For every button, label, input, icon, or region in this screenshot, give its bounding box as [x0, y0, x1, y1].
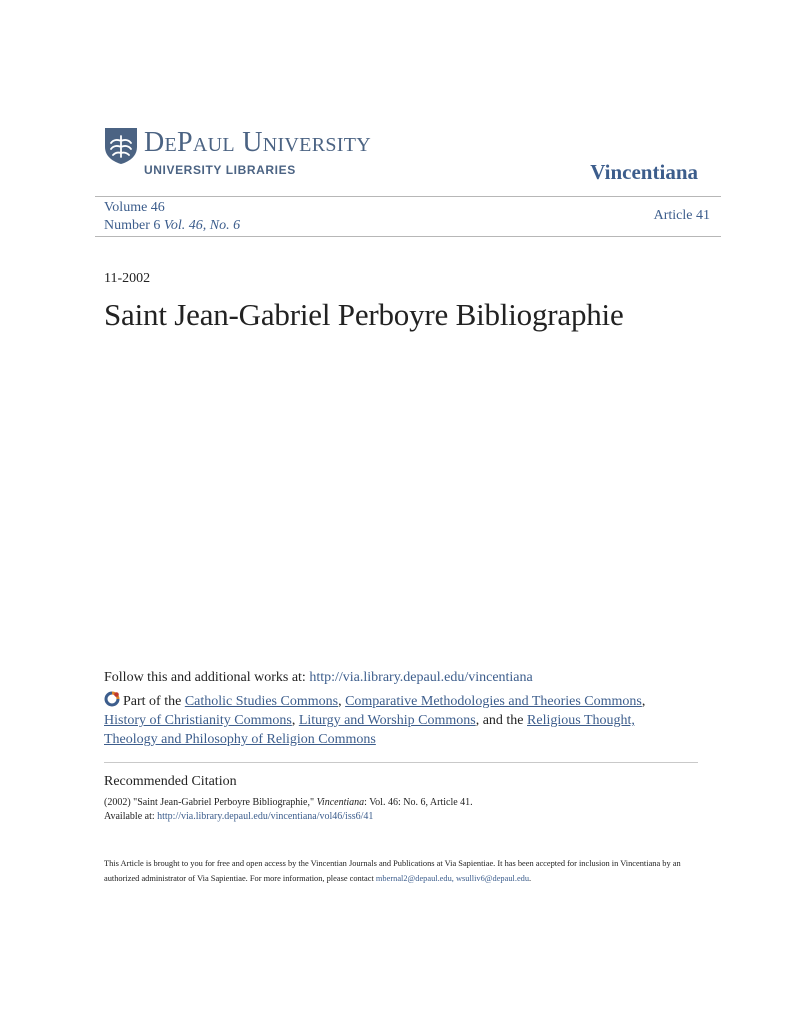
citation-divider	[104, 762, 698, 763]
comparative-methodologies-link[interactable]: Comparative Methodologies and Theories Commons	[345, 694, 642, 709]
citation-journal: Vincentiana	[316, 797, 365, 808]
header-divider-bottom	[95, 236, 721, 237]
logo-libraries-text: UNIVERSITY LIBRARIES	[144, 163, 296, 177]
header-divider-top	[95, 196, 721, 197]
separator: ,	[641, 694, 646, 709]
separator: ,	[338, 694, 346, 709]
available-url-link[interactable]: http://via.library.depaul.edu/vincentiana/vol46/iss6/41	[157, 811, 374, 822]
contact-emails-link[interactable]: mbernal2@depaul.edu, wsulliv6@depaul.edu	[375, 874, 530, 883]
notice-end: .	[529, 874, 532, 883]
citation-post: : Vol. 46: No. 6, Article 41.	[364, 797, 473, 808]
separator-and-the: , and the	[475, 713, 528, 728]
catholic-studies-commons-link[interactable]: Catholic Studies Commons	[184, 694, 339, 709]
logo-wordmark: DePaul University	[144, 127, 371, 158]
part-of-commons	[104, 691, 664, 749]
access-notice	[104, 856, 704, 886]
citation-line	[104, 796, 473, 810]
part-of-prefix: Part of the	[123, 694, 185, 709]
liturgy-and-worship-link[interactable]: Liturgy and Worship Commons	[298, 713, 476, 728]
follow-line	[104, 670, 533, 686]
issue-number[interactable]	[104, 217, 240, 235]
citation-block	[104, 796, 473, 824]
separator: ,	[291, 713, 299, 728]
volume-link[interactable]: Volume 46	[104, 200, 165, 215]
citation-pre: (2002) "Saint Jean-Gabriel Perboyre Bibliographie,"	[104, 797, 317, 808]
publication-date: 11-2002	[104, 271, 151, 286]
available-line	[104, 810, 473, 824]
number-link[interactable]: Number 6	[104, 218, 161, 233]
depaul-logo[interactable]	[104, 127, 394, 179]
network-commons-icon	[104, 691, 120, 707]
history-of-christianity-link[interactable]: History of Christianity Commons	[104, 713, 292, 728]
notice-text: This Article is brought to you for free and open access by the Vincentian Journals and Publications at Via Sapientiae. It has been accepted for inclusion in Vincentiana by an authorized administrator of Via Sapientiae. For more information, please contact	[104, 859, 681, 883]
religious-thought-link[interactable]: Religious Thought, Theology and Philosophy of Religion Commons	[104, 713, 635, 747]
journal-title-link[interactable]: Vincentiana	[590, 160, 698, 184]
issue-italic-link[interactable]: Vol. 46, No. 6	[163, 218, 241, 233]
article-title: Saint Jean-Gabriel Perboyre Bibliographie	[104, 297, 624, 332]
follow-url-link[interactable]: http://via.library.depaul.edu/vincentiana	[309, 670, 533, 685]
available-label: Available at:	[104, 811, 158, 822]
depaul-shield-icon	[104, 127, 138, 165]
recommended-citation-heading: Recommended Citation	[104, 774, 237, 789]
follow-label: Follow this and additional works at:	[104, 670, 310, 685]
article-number-link[interactable]: Article 41	[653, 208, 710, 223]
